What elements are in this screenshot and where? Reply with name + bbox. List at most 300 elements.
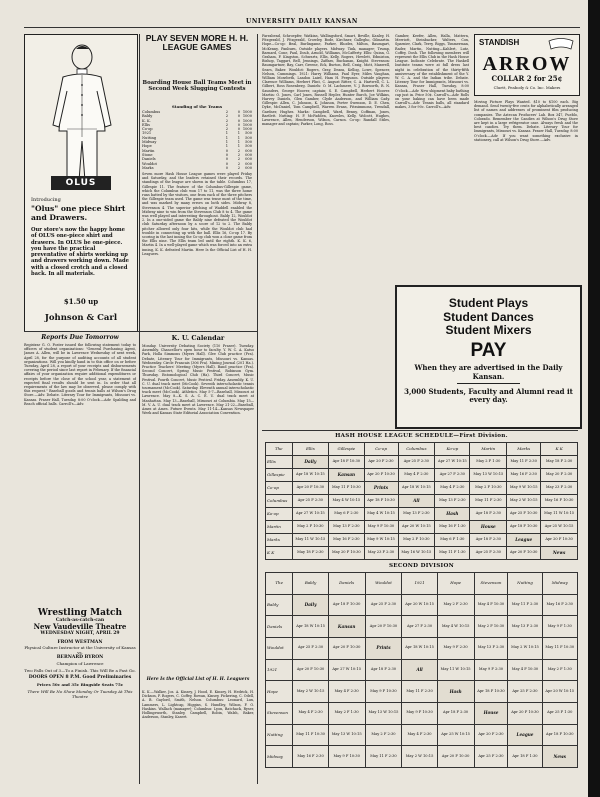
standings-cell-w: 2 bbox=[225, 114, 228, 119]
schedule-row bbox=[266, 456, 578, 469]
schedule-row bbox=[266, 547, 578, 560]
standings-cell-team: Columbus bbox=[142, 110, 161, 114]
schedule-cell: May 11 W 10:15 bbox=[292, 534, 329, 547]
wrestler-one-desc: Physical Culture Instructor at the University of Kansas bbox=[24, 645, 136, 651]
schedule-cell: Apr 20 F 10:30 bbox=[293, 659, 328, 681]
schedule-cell: Apr 18 F 10:30 bbox=[542, 724, 577, 746]
schedule-cell: Apr 20 F 10:30 bbox=[508, 702, 542, 724]
schedule-cell: May 9 F 10:30 bbox=[328, 746, 365, 768]
schedule-column-header: Stevenson bbox=[474, 573, 508, 595]
standings-cell-team: Hope bbox=[142, 144, 152, 149]
daily-kansan-advertisement bbox=[395, 285, 582, 429]
league-roster-text: Farrabend, Schroepfer, Watkins, Wallingsford, Smart, Beville, Kanley, H. Fitzgerald, J. Fitzgerald, Crowley, Bode, Kirchner, Gallegho, Gilmartin. Hope—Co-op: Beal, Burlingame, Parker, Rhodes, Milton, Baumgart, McKenny, Panburn, Outside players. Midway: Tink, manager; Trump, Barnard, Cone, Paul, Doub, Arnold, Williams, McCafferty. Ellis: Quinn, G. Graham, F. Kingston, Schwartz, Ellis, Kelly, Rogers, Hewlett, Edmiston, Bishop, Taggart, Bell, Jennings, Zaffaro, Buchanan, Knight. Stevenson: Baumgartner, Bay, Carr, Greene, Eck, Burton, Bell, Craig, Mott, Maxwell, Sears, Baker. Wouldot: Rogers, Gray, Deans, Kellog, Lowe, Spencer, Nelson, Cummings. 1921: Harry Williams, Paul Eyer, Miles Vaughan, William Mosebeth, Landon Laird, Ham H. Ferguson. Outside players: Clarence Williams, Herbert Flint, C. August Ritter, C. A. Hartwell, C. L. Gilbert, Ross Rosenberg. Daniels: O. M. Lachmere, V. J. Bosworth, R. N. Saunders, George Hoover, captain; S. E. Campbell, Herbert Hoover. Martin: O. Jones, Carl Jones, Russell Hepler, Hunter Burch, Joe Wilkins, Harvey Daniels, Glen Gamber, Clyde Anderson, and William Cady. Gillespie: Allen, C. Johnson, K. Johnson, Porter Swenson, D. E. Chen, Dyke, McDaniel, Tom Campbell, Warren Evans, Fitzsimmons, Trendall, Gardner, Hughes. Marks: Campbell, Ward, Benny, Coffman, Jones, Bartlett. Nutting: H. F. McFadden, Knowles, Kelly, Wolcott, Hughes, Lawrence, Allen, Henderson, Wilson, Carson. Co-op: Randall Stiles, manager and captain; Parker, Long, Ross. bbox=[262, 34, 390, 127]
schedule-column-header: Marks bbox=[507, 443, 541, 456]
standings-cell-w: 0 bbox=[225, 165, 228, 170]
schedule-cell: Apr 20 F 10:30 bbox=[364, 469, 398, 482]
schedule-column-header: Ellis bbox=[292, 443, 329, 456]
versus: vs. bbox=[77, 650, 83, 656]
schedule-row bbox=[266, 659, 578, 681]
schedule-cell: May 9 F 10:30 bbox=[364, 521, 398, 534]
schedule-cell: May 4 F 2:30 bbox=[328, 681, 365, 703]
schedule-cell: Apr 27 W 10:15 bbox=[328, 659, 365, 681]
schedule-cell: Apr 20 F 10:30 bbox=[541, 534, 578, 547]
olus-intro: Introducing bbox=[31, 197, 61, 203]
article-subheadline: Boarding House Ball Teams Meet in Second Week Slugging Contests bbox=[142, 80, 252, 93]
standings-cell-l: 0 bbox=[237, 110, 240, 114]
schedule-column-header: Columbus bbox=[398, 443, 435, 456]
schedule-team-name: Daniels bbox=[266, 616, 293, 638]
schedule-cell: Apr 18 W 10:15 bbox=[293, 616, 328, 638]
article-headline: PLAY SEVEN MORE H. H. LEAGUE GAMES bbox=[145, 33, 249, 53]
standings-cell-l: 0 bbox=[237, 114, 240, 119]
schedule-second-title: SECOND DIVISION bbox=[388, 563, 455, 569]
schedule-cell: May 13 F 2:30 bbox=[435, 495, 470, 508]
schedule-cell: Apr 25 F 2:30 bbox=[508, 681, 542, 703]
schedule-cell: May 11 F 2:30 bbox=[470, 495, 507, 508]
schedule-column-header: Ko-op bbox=[435, 443, 470, 456]
schedule-cell: May 4 F 2:30 bbox=[398, 469, 435, 482]
schedule-cell: Apr 18 F 2:30 bbox=[470, 508, 507, 521]
schedule-cell: Apr 18 W 10:15 bbox=[292, 469, 329, 482]
schedule-cell: May 2 F 10:30 bbox=[470, 482, 507, 495]
schedule-cell: May 16 F 2:30 bbox=[542, 594, 577, 616]
standings-cell-team: Daniels bbox=[142, 157, 156, 162]
schedule-team-name: 1921 bbox=[266, 659, 293, 681]
schedule-team-name: Martin bbox=[266, 521, 293, 534]
standings-cell-w: 2 bbox=[225, 110, 228, 114]
schedule-header-row bbox=[266, 573, 578, 595]
schedule-cell: May 2 F 1:30 bbox=[542, 659, 577, 681]
schedule-cell: May 11 F 2:30 bbox=[365, 746, 402, 768]
masthead-title: UNIVERSITY DAILY KANSAN bbox=[246, 18, 358, 25]
schedule-team-name: Midway bbox=[266, 746, 293, 768]
standings-cell-l: 1 bbox=[237, 144, 240, 149]
schedule-cell: May 13 W 10:15 bbox=[470, 469, 507, 482]
schedule-cell: May 11 W 10:15 bbox=[541, 508, 578, 521]
schedule-column-header: Hope bbox=[437, 573, 474, 595]
schedule-cell: Apr 20 F 10:30 bbox=[507, 547, 541, 560]
classifieds-text: Moving Picture Plays Wanted. $10 to $100 each. Big demand. Send twenty-five cents for alphabetically arranged list of names and addresses of prominent film producing companies. The Aztecan Producers' Lab. Box 347, Pueblo, Colorado. Remember the Candies at Wilson's Drug Store are kept in a large refrigerator case. Always fresh and the best candies. Try them. Debate. Literary Tour for Immigrants, Missouri vs. Kansas. Fraser Hall, Tuesday, 8:00 O'clock.—Adv. If you want something exclusive in stationery, call at Wilson's Drug Store.—Adv. bbox=[474, 100, 578, 142]
wrestling-title: Wrestling Match bbox=[37, 608, 123, 618]
schedule-team-name: Marks bbox=[266, 534, 293, 547]
schedule-row bbox=[266, 746, 578, 768]
rule bbox=[457, 383, 520, 384]
schedule-cell: May 2 W 10:15 bbox=[507, 495, 541, 508]
standings-cell-team: 1921 bbox=[142, 131, 152, 136]
standings-cell-w: 0 bbox=[225, 152, 228, 157]
classifieds-column bbox=[474, 100, 578, 280]
arrow-brand: STANDISH bbox=[479, 38, 520, 47]
article-body-text: Seven more Hash House League games were played Friday and Saturday, and the leaders retained their records. The standings of the league are shown in the table. Columbus 17, Gillespie 11. The feature of the Columbus-Gillespie game, which the Columbus club won 17 to 11, was the three home runs batted by the visitors, one from each of the three pitchers the Gillespie team used. The game was tense most of the time, and was marked by many errors on both sides. Midway 8, Stevenson 4. The superior pitching of Waddell enabled the Midway nine to win from the Stevenson Club 8 to 4. The game was well played and interesting throughout. Baldy 12, Wouldot 2. In a one-sided game the Baldy nine defeated the Wouldot club Saturday afternoon by a score of 12 to 2. The Baldy pitcher allowed only four hits, while the Wouldot club had trouble in connecting up with the ball. Ellis 16, Co-op 17. By scoring in the last inning the Co-op club won a close game from the Ellis nine. The Ellis team led until the eighth. K. K. 6, Martin 4. In a well-played game which was forced into an extra inning, K. K. defeated Martin. Here Is the Official List of H. H. Leaguers. bbox=[142, 172, 252, 256]
standings-cell-l: 2 bbox=[237, 148, 240, 153]
schedule-cell: Apr 25 F 10:30 bbox=[507, 508, 541, 521]
olus-body: Our store's now the happy home of OLUS one-piece shirt and drawers. In OLUS be one-piece. you have the practical preventative of shirts working up and drawers working down. Made with a closed crotch and a closed back. In all materials. bbox=[31, 227, 129, 278]
schedule-cell: May 2 F 2:30 bbox=[437, 594, 474, 616]
standings-cell-pct: 000 bbox=[245, 161, 252, 166]
schedule-cell: Prints bbox=[365, 637, 402, 659]
schedule-first-division-table bbox=[265, 442, 578, 560]
schedule-cell: May 13 W 10:15 bbox=[328, 724, 365, 746]
schedule-column-header: Nutting bbox=[508, 573, 542, 595]
wrestling-theatre: New Vaudeville Theatre bbox=[33, 622, 127, 632]
schedule-cell: May 2 W 10:15 bbox=[293, 681, 328, 703]
schedule-cell: Apr 18 F 10:30 bbox=[328, 594, 365, 616]
standings-cell-pct: 1000 bbox=[242, 122, 252, 127]
schedule-cell: Hash bbox=[435, 508, 470, 521]
schedule-cell: May 6 F 1:30 bbox=[435, 534, 470, 547]
standings-cell-pct: 1000 bbox=[242, 118, 252, 123]
wrestling-catch: Catch-as-catch-can bbox=[55, 618, 105, 623]
standings-cell-team: Co-op bbox=[142, 127, 153, 132]
standings-cell-w: 0 bbox=[225, 157, 228, 162]
schedule-team-name: K K bbox=[266, 547, 293, 560]
schedule-cell: Apr 20 F 2:30 bbox=[474, 724, 508, 746]
schedule-cell: May 11 F 10:30 bbox=[293, 724, 328, 746]
schedule-cell: News bbox=[542, 746, 577, 768]
standings-cell-w: 0 bbox=[225, 161, 228, 166]
schedule-team-name: Nutting bbox=[266, 724, 293, 746]
schedule-cell: May 11 F 2:30 bbox=[507, 456, 541, 469]
schedule-cell: News bbox=[541, 547, 578, 560]
schedule-column-header: Gillespie bbox=[329, 443, 364, 456]
schedule-cell: May 2 F 1:30 bbox=[328, 702, 365, 724]
student-line-plays: Student Plays bbox=[448, 296, 529, 310]
league-roster-column bbox=[262, 34, 390, 426]
schedule-column-header: The bbox=[266, 573, 293, 595]
schedule-cell: Daily bbox=[292, 456, 329, 469]
schedule-cell: Apr 20 F 10:30 bbox=[328, 637, 365, 659]
calendar-title: K. U. Calendar bbox=[171, 334, 225, 342]
schedule-row bbox=[266, 495, 578, 508]
schedule-cell: Apr 25 F 2:30 bbox=[470, 547, 507, 560]
schedule-cell: Apr 27 W 10:15 bbox=[435, 456, 470, 469]
schedule-cell: May 9 W 10:15 bbox=[364, 534, 398, 547]
standings-cell-team: Baldy bbox=[142, 114, 153, 119]
official-list-text: K. K.—Walker, Jos. A. Kinsey, J. Hood, E. Kinsey, H. Hedrick, H. Dickson, F. Rogers, C. Coffey, Rowan, Kinsey, Pickering, C. Odell, A. B. Gaylord, Smith, Nelson. Columbus: Leonard, Lux, Lammers, L. Lightcap, Higgins, S. Hundley, Wilson, F. O. Haskins. Wallach (manager); Columbus: Lyon, Batchack, Ryser, Hollingsworth, Stanley, Campbell, Robin, Walsh, Baker, Anderson, Stanley, Kasert. bbox=[142, 690, 254, 720]
schedule-cell: May 9 F 10:30 bbox=[365, 681, 402, 703]
schedule-cell: May 16 F 2:30 bbox=[329, 534, 364, 547]
standings-cell-team: Wouldot bbox=[142, 161, 157, 166]
schedule-row bbox=[266, 724, 578, 746]
schedule-cell: Apr 18 F 2:30 bbox=[470, 534, 507, 547]
standings-cell-l: 0 bbox=[237, 127, 240, 132]
section-rule bbox=[24, 331, 257, 332]
schedule-column-header: Daniels bbox=[328, 573, 365, 595]
wrestler-two: BERNARD BYRON bbox=[56, 655, 104, 661]
schedule-cell: May 13 F 2:30 bbox=[329, 521, 364, 534]
schedule-column-header: Martin bbox=[470, 443, 507, 456]
article-body bbox=[142, 172, 252, 332]
schedule-team-name: Gillespie bbox=[266, 469, 293, 482]
schedule-cell: Apr 27 F 2:30 bbox=[402, 616, 437, 638]
standings-cell-l: 2 bbox=[237, 165, 240, 170]
schedule-row bbox=[266, 616, 578, 638]
schedule-cell: Apr 18 F 10:30 bbox=[507, 521, 541, 534]
wrestling-doors: DOORS OPEN 8 P.M. Good Preliminaries bbox=[28, 674, 132, 680]
schedule-team-name: Co-op bbox=[266, 482, 293, 495]
schedule-cell: May 4 W 10:15 bbox=[364, 508, 398, 521]
schedule-cell: May 20 F 10:30 bbox=[329, 547, 364, 560]
schedule-team-name: Ko-op bbox=[266, 508, 293, 521]
schedule-cell: May 18 F 2:30 bbox=[292, 547, 329, 560]
official-list-column bbox=[142, 690, 254, 780]
collar-icon bbox=[547, 37, 575, 51]
standings-cell-l: 1 bbox=[237, 131, 240, 136]
schedule-cell: Apr 20 F 10:30 bbox=[437, 746, 474, 768]
schedule-cell: All bbox=[402, 659, 437, 681]
schedule-cell: May 4 F 10:30 bbox=[474, 594, 508, 616]
schedule-cell: Apr 25 F 1:30 bbox=[542, 702, 577, 724]
standings-cell-l: 2 bbox=[237, 157, 240, 162]
reports-headline: Reports Due Tomorrow bbox=[41, 334, 119, 341]
schedule-team-name: Ellis bbox=[266, 456, 293, 469]
schedule-cell: Apr 27 F 2:30 bbox=[435, 469, 470, 482]
standings-cell-l: 2 bbox=[237, 161, 240, 166]
schedule-cell: League bbox=[508, 724, 542, 746]
standings-title: Standing of the Teams bbox=[171, 104, 223, 109]
schedule-cell: Kansan bbox=[328, 616, 365, 638]
schedule-row bbox=[266, 508, 578, 521]
schedule-cell: May 9 F 2:30 bbox=[437, 637, 474, 659]
schedule-cell: Apr 20 F 2:30 bbox=[364, 456, 398, 469]
schedule-cell: May 11 F 10:30 bbox=[542, 637, 577, 659]
schedule-cell: May 11 F 2:30 bbox=[508, 594, 542, 616]
arrow-collar-line: COLLAR 2 for 25¢ bbox=[491, 74, 563, 83]
schedule-column-header: 1921 bbox=[402, 573, 437, 595]
wrestling-terms: Two Falls Out of 3—To a Finish. This Will Be a Fast Go. bbox=[24, 667, 136, 673]
schedule-row bbox=[266, 482, 578, 495]
schedule-cell: Apr 18 W 10:15 bbox=[398, 482, 435, 495]
standings-cell-l: 1 bbox=[237, 135, 240, 140]
schedule-cell: May 2 F 10:30 bbox=[474, 616, 508, 638]
schedule-cell: Apr 20 W 10:15 bbox=[402, 594, 437, 616]
schedule-column-header: Co-op bbox=[364, 443, 398, 456]
scan-edge bbox=[588, 0, 600, 797]
schedule-cell: House bbox=[474, 702, 508, 724]
schedule-team-name: Hope bbox=[266, 681, 293, 703]
standings-cell-w: 0 bbox=[225, 148, 228, 153]
schedule-team-name: Stevenson bbox=[266, 702, 293, 724]
schedule-cell: Apr 18 F 10:30 bbox=[364, 495, 398, 508]
schedule-cell: Apr 25 F 2:30 bbox=[474, 746, 508, 768]
schedule-cell: May 16 F 10:30 bbox=[541, 495, 578, 508]
standings-row bbox=[142, 166, 252, 170]
schedule-cell: Apr 18 F 10:30 bbox=[329, 456, 364, 469]
standings-cell-l: 2 bbox=[237, 152, 240, 157]
schedule-team-name: Wouldot bbox=[266, 637, 293, 659]
schedule-cell: May 13 F 2:30 bbox=[474, 637, 508, 659]
schedule-cell: May 20 F 2:30 bbox=[541, 469, 578, 482]
schedule-cell: May 2 W 10:15 bbox=[508, 637, 542, 659]
reports-text: Registrar G. O. Foster issued the following statement today to officers of student organizations: "General Purchasing Agent, James A. Allen, will be in Lawrence Wednesday of next week, April 28, for the purpose of auditing accounts of all student organizations. Will you kindly hand in to this office on or before Tuesday, April 28, a report of your receipts and disbursements covering the period since last report in February. If the financial affairs of your organization require additional expenditures or receipts before the close of the school year, a statement of expected final results should be sent in. In order that all requirements of the law may be observed, please comply with this request." Baseball goods and tennis balls at Wilson's Drug Store.—Adv. Debate. Literary Tour for Immigrants, Missouri vs. Kansas. Fraser Hall, Tuesday, 8:00 O'clock.—Adv. Spalding and Reach official balls. Carroll's—Adv. bbox=[24, 343, 136, 406]
wrestling-date: WEDNESDAY NIGHT, APRIL 29 bbox=[40, 631, 120, 637]
column-rule bbox=[139, 34, 140, 784]
wrestler-one: FROM WESTMAN bbox=[57, 639, 103, 645]
wrestling-footer: There Will Be No Show Monday Or Tuesday At This Theatre bbox=[27, 689, 133, 700]
wrestler-two-desc: Champion of Lawrence bbox=[56, 660, 104, 666]
standings-cell-pct: 000 bbox=[245, 152, 252, 157]
notices-text: Gamber, Keefer, Allen, Halla, Mattern, Merriott, Steinbacker, Walters, Cox, Sparnier, Clark, Terry, Riggs, Timmerman, Rader, Martin, Nutting—Kahlert, Lutz, Coffey, Dosh. The following members will represent the Ellis Club in the Hash House League. Indicate Celebrate. The Haskell Institute teams were at full dress last night in celebration of the thirty-fifth anniversary of the establishment of the Y. W. C. A. and the Indian tribe. Debate. Literary Tour for Immigrants, Missouri vs. Kansas, Fraser Hall, Tuesday, 8:00 O'clock.—Adv. New shipment baby bathing cap just in. Price 50¢. Carroll's—Adv. Rolls on your baking can have been made Carroll's—Adv. Tennis balls, all standard makes, 3 for 90c. Carroll's—Adv. bbox=[395, 34, 469, 110]
standings-cell-team: Marks bbox=[142, 165, 154, 170]
standings-cell-pct: 000 bbox=[245, 148, 252, 153]
schedule-cell: League bbox=[507, 534, 541, 547]
schedule-row bbox=[266, 469, 578, 482]
schedule-cell: May 11 F 1:30 bbox=[435, 547, 470, 560]
schedule-cell: Apr 20 W 10:15 bbox=[398, 521, 435, 534]
standings-cell-w: 2 bbox=[225, 122, 228, 127]
schedule-row bbox=[266, 594, 578, 616]
schedule-cell: May 23 F 2:30 bbox=[541, 482, 578, 495]
schedule-cell: May 13 F 2:30 bbox=[508, 616, 542, 638]
schedule-cell: May 2 F 10:30 bbox=[292, 521, 329, 534]
schedule-cell: House bbox=[470, 521, 507, 534]
standings-cell-pct: 500 bbox=[245, 144, 252, 149]
section-rule bbox=[262, 430, 578, 431]
schedule-cell: Daily bbox=[293, 594, 328, 616]
schedule-cell: May 4 F 2:30 bbox=[435, 482, 470, 495]
schedule-cell: Apr 25 F 2:30 bbox=[398, 456, 435, 469]
schedule-cell: May 4 W 10:15 bbox=[437, 616, 474, 638]
schedule-cell: May 13 F 2:30 bbox=[398, 508, 435, 521]
schedule-row bbox=[266, 637, 578, 659]
schedule-cell: Apr 25 W 10:15 bbox=[541, 521, 578, 534]
readership-text: 3,000 Students, Faculty and Alumni read it every day. bbox=[404, 387, 573, 405]
official-list-title: Here Is the Official List of H. H. Leaguers bbox=[146, 677, 250, 682]
schedule-cell: Apr 25 F 2:30 bbox=[292, 495, 329, 508]
standings-cell-l: 1 bbox=[237, 140, 240, 145]
man-in-union-suit-illustration bbox=[43, 41, 121, 191]
schedule-cell: May 11 F 2:30 bbox=[402, 681, 437, 703]
when-advertised-text: When they are advertised in the Daily Kansan. bbox=[414, 363, 563, 381]
standings-cell-l: 0 bbox=[237, 118, 240, 123]
standings-cell-team: Ellis bbox=[142, 122, 150, 127]
schedule-cell: Apr 20 W 10:15 bbox=[542, 681, 577, 703]
schedule-cell: Apr 18 F 10:30 bbox=[474, 681, 508, 703]
schedule-cell: May 13 W 10:15 bbox=[365, 702, 402, 724]
schedule-column-header: Baldy bbox=[293, 573, 328, 595]
schedule-cell: May 4 W 10:15 bbox=[329, 495, 364, 508]
standings-cell-pct: 1000 bbox=[242, 114, 252, 119]
reports-column bbox=[24, 343, 136, 605]
schedule-cell: All bbox=[398, 495, 435, 508]
student-line-mixers: Student Mixers bbox=[445, 323, 532, 337]
standings-cell-pct: 500 bbox=[245, 135, 252, 140]
schedule-row bbox=[266, 521, 578, 534]
arrow-maker: Cluett, Peabody & Co. Inc. Makers bbox=[493, 85, 561, 90]
wrestling-prices: Prices 50c and 35c Ringside Seats 75c bbox=[36, 682, 124, 688]
schedule-cell: Apr 18 W 10:15 bbox=[402, 637, 437, 659]
standings-cell-pct: 1000 bbox=[242, 110, 252, 114]
olus-logo: OLUS bbox=[51, 176, 111, 190]
standings-cell-team: Martin bbox=[142, 148, 155, 153]
calendar-text: Monday. University Debating Society (110 Fraser). Tuesday. Assembly. Chancellor's open hour to faculty. Y. W. C. A. Katso Park, Holla Simmons (Myers Hall). Glee Club practice (Fra). Debate, Literary Tour for Immigrants, Missouri vs. Kansas. Wednesday. Circle Francais (306 Fra). Mining Journal (201 Ha.). Practice Teachers' Meeting (Myers Hall). Band practice (Fra). Second Concert, Spring Music Festival, Robinson Gym. Thursday. Entomological Club (Ha). Third Concert, Music Festival. Fourth Concert, Music Festival. Friday. Assembly. K. U. C. U. dual track meet (McCook). Seventh interscholastic tennis tournament (McCook). Saturday. Eleventh annual interscholastic track meet (McCook). Athletics. May 5-7—Baseball, Missouri at Lawrence. May 8—K. S. A. C. E. U. dual track meet at Manhattan. May 13—Baseball, Missouri at Columbia. May 15—M. V. A. U. dual track meet at Lawrence. May 21-22—Baseball, Ames at Ames. Future Events. May 11-14—Kansas Newspaper Week and Kansas State Editorial Association Convention. bbox=[142, 344, 254, 416]
schedule-cell: Apr 18 F 2:30 bbox=[365, 659, 402, 681]
standings-cell-pct: 000 bbox=[245, 165, 252, 170]
schedule-cell: May 9 W 10:15 bbox=[507, 482, 541, 495]
olus-store-name: Johnson & Carl bbox=[44, 313, 118, 323]
schedule-cell: Apr 18 F 2:30 bbox=[437, 702, 474, 724]
schedule-cell: May 4 F 10:30 bbox=[508, 659, 542, 681]
schedule-second-division-table bbox=[265, 572, 578, 768]
schedule-cell: May 2 F 2:30 bbox=[365, 724, 402, 746]
schedule-cell: May 2 F 1:30 bbox=[470, 456, 507, 469]
schedule-cell: May 2 W 10:15 bbox=[402, 746, 437, 768]
schedule-team-name: Columbus bbox=[266, 495, 293, 508]
standings-cell-w: 2 bbox=[225, 118, 228, 123]
schedule-cell: Prints bbox=[364, 482, 398, 495]
column-rule bbox=[257, 34, 258, 784]
standings-cell-team: Midway bbox=[142, 140, 157, 145]
standings-cell-team: Nutting bbox=[142, 135, 157, 140]
standings-cell-w: 1 bbox=[225, 135, 228, 140]
standings-cell-pct: 500 bbox=[245, 131, 252, 136]
schedule-cell: May 4 F 2:30 bbox=[293, 702, 328, 724]
schedule-cell: Apr 27 W 10:15 bbox=[292, 508, 329, 521]
schedule-cell: May 18 F 2:30 bbox=[541, 456, 578, 469]
standings-cell-w: 1 bbox=[225, 144, 228, 149]
schedule-cell: May 16 F 1:30 bbox=[435, 521, 470, 534]
schedule-cell: Kansan bbox=[329, 469, 364, 482]
schedule-cell: Apr 25 F 2:30 bbox=[293, 637, 328, 659]
schedule-cell: May 11 F 10:30 bbox=[329, 482, 364, 495]
arrow-wordmark: ARROW bbox=[482, 53, 572, 75]
schedule-cell: May 16 F 2:30 bbox=[507, 469, 541, 482]
schedule-first-title: HASH HOUSE LEAGUE SCHEDULE—First Division. bbox=[335, 433, 508, 439]
notices-column bbox=[395, 34, 469, 282]
schedule-cell: May 16 F 2:30 bbox=[293, 746, 328, 768]
wrestling-advertisement bbox=[24, 608, 136, 699]
schedule-cell: May 4 F 2:30 bbox=[402, 724, 437, 746]
olus-price: $1.50 up bbox=[63, 297, 99, 306]
standings-cell-pct: 1000 bbox=[242, 127, 252, 132]
student-line-dances: Student Dances bbox=[443, 309, 534, 324]
arrow-collar-advertisement bbox=[474, 34, 580, 96]
schedule-column-header: Midway bbox=[542, 573, 577, 595]
schedule-column-header: The bbox=[266, 443, 293, 456]
schedule-cell: May 23 F 2:30 bbox=[364, 547, 398, 560]
schedule-cell: May 2 F 10:30 bbox=[398, 534, 435, 547]
student-lines bbox=[403, 297, 574, 338]
schedule-cell: Apr 25 F 2:30 bbox=[365, 594, 402, 616]
schedule-team-name: Baldy bbox=[266, 594, 293, 616]
schedule-header-row bbox=[266, 443, 578, 456]
pay-headline: PAY bbox=[470, 340, 507, 361]
schedule-column-header: K K bbox=[541, 443, 578, 456]
schedule-cell: Apr 20 F 10:30 bbox=[292, 482, 329, 495]
schedule-row bbox=[266, 681, 578, 703]
standings-cell-team: Stone bbox=[142, 152, 153, 157]
standings-cell-team: K. K. bbox=[142, 118, 151, 123]
standings-cell-w: 1 bbox=[225, 131, 228, 136]
standings-cell-w: 1 bbox=[225, 140, 228, 145]
schedule-row bbox=[266, 534, 578, 547]
schedule-cell: Apr 20 F 10:30 bbox=[365, 616, 402, 638]
schedule-cell: Apr 25 W 10:15 bbox=[437, 724, 474, 746]
schedule-cell: Apr 18 F 1:30 bbox=[508, 746, 542, 768]
schedule-cell: May 16 W 10:15 bbox=[398, 547, 435, 560]
schedule-cell: May 11 W 10:15 bbox=[437, 659, 474, 681]
schedule-column-header: Wouldot bbox=[365, 573, 402, 595]
schedule-cell: May 6 F 2:30 bbox=[329, 508, 364, 521]
schedule-cell: May 9 F 10:30 bbox=[402, 702, 437, 724]
standings-cell-w: 2 bbox=[225, 127, 228, 132]
standings-table bbox=[142, 110, 252, 170]
calendar-column bbox=[142, 344, 254, 674]
olus-headline: "Olus" one piece Shirt and Drawers. bbox=[31, 204, 126, 222]
standings-cell-l: 0 bbox=[237, 122, 240, 127]
schedule-row bbox=[266, 702, 578, 724]
masthead bbox=[24, 18, 580, 28]
